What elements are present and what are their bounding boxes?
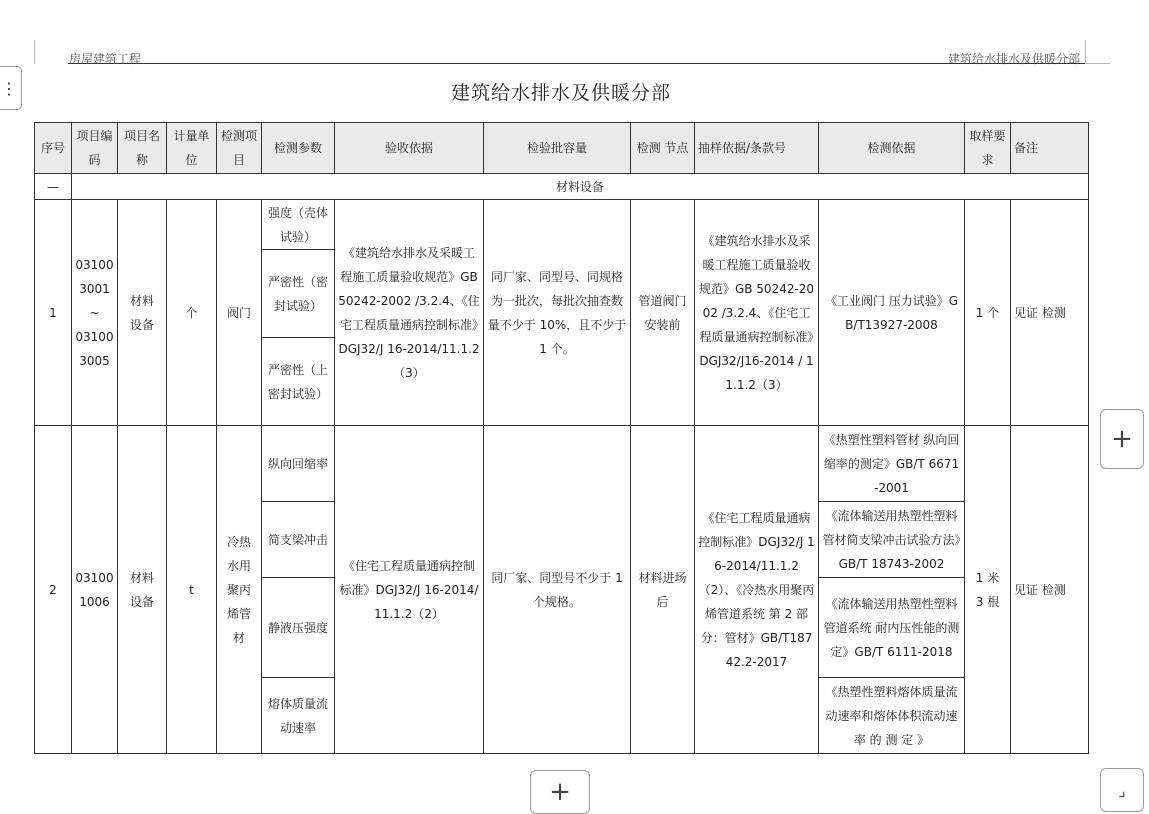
row2-item: 冷热 水用 聚丙 烯管 材	[217, 426, 262, 754]
table-header-row	[35, 123, 1089, 174]
row2-node: 材料进场后	[631, 426, 695, 754]
col-header-params: 检测参数	[262, 123, 335, 174]
col-header-sample-req: 取样要求	[965, 123, 1011, 174]
inspection-table	[34, 122, 1089, 754]
running-header-left: 房屋建筑工程	[69, 52, 142, 66]
row1-item: 阀门	[217, 200, 262, 426]
row1-node: 管道阀门安装前	[631, 200, 695, 426]
row1-acceptance: 《建筑给水排水及采暖工程施工质量验收规范》GB 50242-2002 /3.2.4、《住宅工程质量通病控制标准》DGJ32/J 16-2014/11.1.2（3）	[335, 200, 484, 426]
row2-basis: 《热塑性塑料管材 纵向回缩率的测定》GB/T 6671-2001	[819, 426, 965, 502]
row2-sampling: 《住宅工程质量通病控制标准》DGJ32/J 16-2014/11.1.2 （2）、《冷热水用聚丙烯管道系统 第 2 部分：管材》GB/T18742.2-2017	[695, 426, 819, 754]
row2-basis: 《热塑性塑料熔体质量流动速率和熔体体积流动速率 的 测 定 》	[819, 678, 965, 754]
row2-basis: 《流体输送用热塑性塑料管道系统 耐内压性能的测定》GB/T 6111-2018	[819, 578, 965, 678]
resize-corner-icon[interactable]: ⌟	[1100, 768, 1144, 812]
row2-unit: t	[167, 426, 217, 754]
row2-basis: 《流体输送用热塑性塑料管材简支梁冲击试验方法》GB/T 18743-2002	[819, 502, 965, 578]
row2-name: 材料 设备	[118, 426, 167, 754]
row1-sample-req: 1 个	[965, 200, 1011, 426]
row2-param: 简支梁冲击	[262, 502, 335, 578]
row2-batch: 同厂家、同型号不少于 1 个规格。	[484, 426, 631, 754]
row1-param: 强度（壳体试验）	[262, 200, 335, 250]
row1-batch: 同厂家、同型号、同规格为一批次，每批次抽查数量不少于 10%，且不少于 1 个。	[484, 200, 631, 426]
col-header-node: 检测 节点	[631, 123, 695, 174]
col-header-basis: 检测依据	[819, 123, 965, 174]
row1-remark: 见证 检测	[1011, 200, 1089, 426]
row1-no: 1	[35, 200, 72, 426]
col-header-code: 项目编码	[72, 123, 118, 174]
row2-sample-req: 1 米 3 根	[965, 426, 1011, 754]
col-header-no: 序号	[35, 123, 72, 174]
row1-param: 严密性（上密封试验）	[262, 338, 335, 426]
table-row	[35, 426, 1089, 502]
row1-sampling: 《建筑给水排水及采暖工程施工质量验收规范》GB 50242-2002 /3.2.4、《住宅工程质量通病控制标准》DGJ32/J16-2014 / 11.1.2（3）	[695, 200, 819, 426]
col-header-batch: 检验批容量	[484, 123, 631, 174]
col-header-sampling: 抽样依据/条款号	[695, 123, 819, 174]
row2-no: 2	[35, 426, 72, 754]
plus-icon[interactable]: +	[530, 770, 590, 814]
section-no: —	[35, 174, 72, 200]
row2-remark: 见证 检测	[1011, 426, 1089, 754]
running-header-right: 建筑给水排水及供暖分部	[947, 52, 1080, 66]
header-rule	[68, 63, 1085, 64]
col-header-unit: 计量单位	[167, 123, 217, 174]
section-row	[35, 174, 1089, 200]
row1-param: 严密性（密封试验）	[262, 250, 335, 338]
col-header-remark: 备注	[1011, 123, 1089, 174]
table-row	[35, 200, 1089, 250]
page-corner-mark-left	[34, 40, 35, 64]
row1-basis: 《工业阀门 压力试验》GB/T13927-2008	[819, 200, 965, 426]
col-header-item: 检测项目	[217, 123, 262, 174]
row1-name: 材料 设备	[118, 200, 167, 426]
col-header-name: 项目名称	[118, 123, 167, 174]
plus-icon[interactable]: +	[1100, 409, 1144, 469]
row2-code: 03100 1006	[72, 426, 118, 754]
menu-dots-icon[interactable]: ⋮	[0, 66, 22, 110]
section-label: 材料设备	[72, 174, 1089, 200]
row2-param: 纵向回缩率	[262, 426, 335, 502]
row2-param: 熔体质量流动速率	[262, 678, 335, 754]
row2-acceptance: 《住宅工程质量通病控制标准》DGJ32/J 16-2014/11.1.2（2）	[335, 426, 484, 754]
document-title: 建筑给水排水及供暖分部	[450, 82, 671, 104]
row2-param: 静液压强度	[262, 578, 335, 678]
row1-code: 03100 3001 ~ 03100 3005	[72, 200, 118, 426]
page-corner-mark-right	[1085, 40, 1086, 64]
col-header-acceptance: 验收依据	[335, 123, 484, 174]
row1-unit: 个	[167, 200, 217, 426]
page-corner-mark-right-h	[1085, 63, 1110, 64]
